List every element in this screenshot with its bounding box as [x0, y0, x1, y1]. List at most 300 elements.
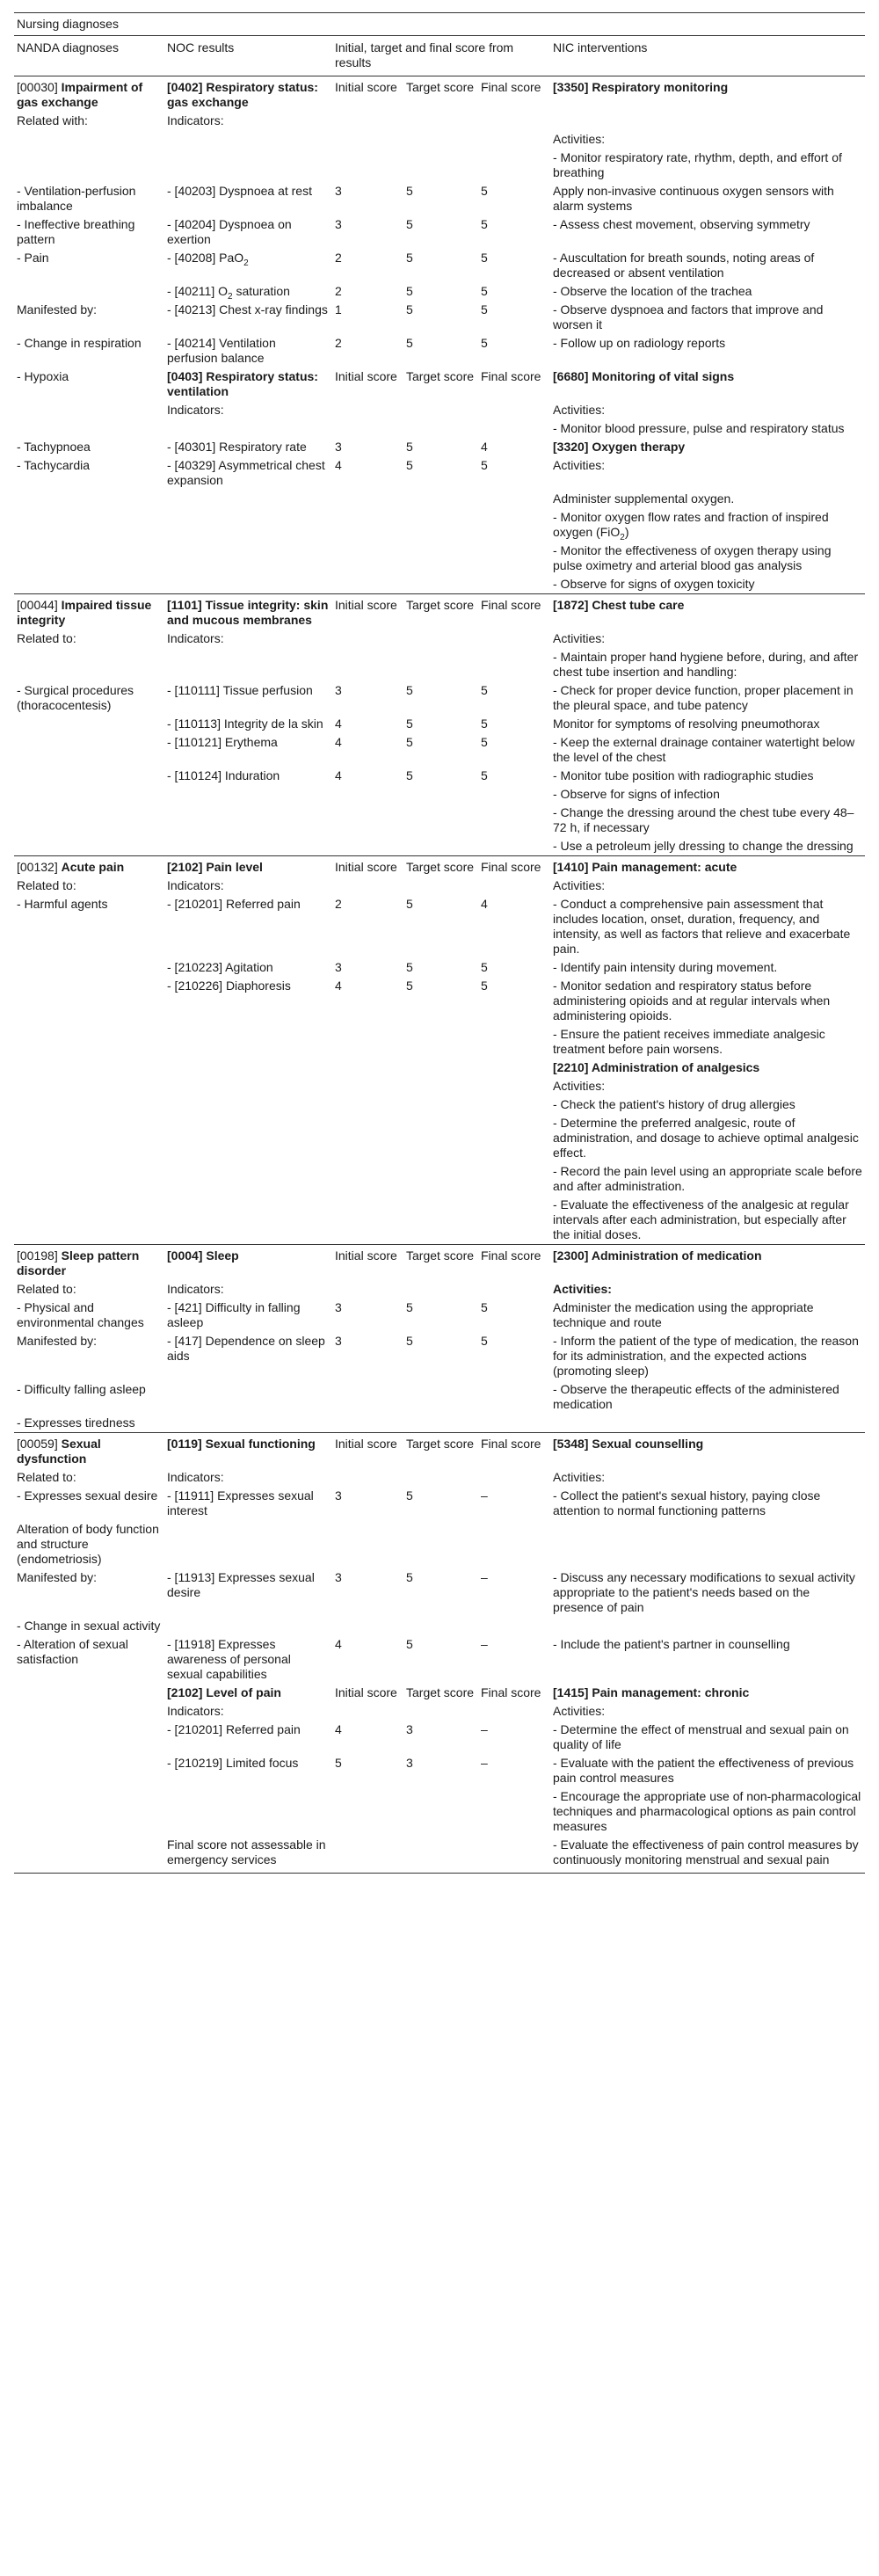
initial-score-cell	[332, 977, 403, 1025]
noc-cell	[164, 1025, 332, 1059]
table-row	[14, 1836, 865, 1874]
table-row	[14, 1059, 865, 1077]
noc-cell	[164, 1245, 332, 1281]
final-score-cell	[478, 367, 550, 401]
noc-text: - [11911] Expresses sexual interest	[167, 1488, 314, 1517]
target-score-cell	[403, 508, 478, 542]
nic-cell	[550, 1414, 865, 1433]
nanda-cell	[14, 877, 164, 895]
initial-score: 3	[335, 960, 342, 974]
table-row	[14, 1280, 865, 1299]
initial-score-cell	[332, 1196, 403, 1245]
noc-result-title: [0402] Respiratory status: gas exchange	[167, 80, 318, 109]
noc-cell	[164, 1836, 332, 1874]
nanda-diagnosis-name: Impairment of gas exchange	[17, 80, 143, 109]
nanda-cell	[14, 249, 164, 282]
nic-cell	[550, 1332, 865, 1380]
nanda-cell	[14, 681, 164, 715]
final-score-cell	[478, 1487, 550, 1520]
table-row	[14, 438, 865, 456]
nic-text: - Monitor blood pressure, pulse and respiratory status	[553, 421, 845, 435]
final-score: 5	[481, 217, 488, 231]
target-score-cell	[403, 1487, 478, 1520]
noc-text: - [40329] Asymmetrical chest expansion	[167, 458, 325, 487]
nanda-cell	[14, 1702, 164, 1721]
nic-text: - Evaluate with the patient the effectiveness of previous pain control measures	[553, 1756, 854, 1785]
final-score-cell	[478, 1433, 550, 1469]
target-score-cell	[403, 1095, 478, 1114]
nic-intervention-title: [5348] Sexual counselling	[553, 1437, 704, 1451]
nanda-diagnosis-name: Sleep pattern disorder	[17, 1248, 140, 1277]
initial-score-cell	[332, 1095, 403, 1114]
noc-cell	[164, 594, 332, 630]
final-score-cell	[478, 856, 550, 877]
final-score: –	[481, 1488, 488, 1503]
final-score-cell	[478, 456, 550, 490]
target-score-cell	[403, 575, 478, 594]
final-score-cell	[478, 958, 550, 977]
final-score-cell	[478, 715, 550, 733]
target-score: Target score	[406, 860, 475, 874]
target-score-cell	[403, 1077, 478, 1095]
nic-cell	[550, 1487, 865, 1520]
target-score-cell	[403, 1380, 478, 1414]
nic-text: Administer the medication using the appropriate technique and route	[553, 1300, 814, 1329]
initial-score: 3	[335, 217, 342, 231]
target-score-cell	[403, 895, 478, 958]
initial-score-cell	[332, 542, 403, 575]
nic-text: - Observe for signs of infection	[553, 787, 720, 801]
initial-score-cell	[332, 1380, 403, 1414]
nanda-cell	[14, 895, 164, 958]
final-score-cell	[478, 1754, 550, 1787]
final-score-cell	[478, 681, 550, 715]
target-score-cell	[403, 1114, 478, 1162]
target-score-cell	[403, 1332, 478, 1380]
nanda-text: - Change in sexual activity	[17, 1619, 161, 1633]
final-score-cell	[478, 1095, 550, 1114]
nic-cell	[550, 1468, 865, 1487]
nanda-cell	[14, 629, 164, 648]
nanda-text: - Physical and environmental changes	[17, 1300, 144, 1329]
final-score: –	[481, 1637, 488, 1651]
noc-text: Indicators:	[167, 1470, 224, 1484]
table-row	[14, 1299, 865, 1332]
nanda-text: - Difficulty falling asleep	[17, 1382, 146, 1396]
noc-cell	[164, 1332, 332, 1380]
nanda-cell	[14, 456, 164, 490]
nanda-cell	[14, 715, 164, 733]
nic-text: - Evaluate the effectiveness of the analgesic at regular intervals after each administration, but especially after the initial doses.	[553, 1197, 849, 1241]
nic-text: - Determine the preferred analgesic, route of administration, and dosage to achieve optimal analgesic effect.	[553, 1116, 859, 1160]
table-row	[14, 542, 865, 575]
nic-cell	[550, 182, 865, 215]
initial-score-cell	[332, 767, 403, 785]
nanda-cell	[14, 733, 164, 767]
noc-cell	[164, 508, 332, 542]
target-score: 5	[406, 1334, 413, 1348]
nic-text: - Identify pain intensity during movement.	[553, 960, 778, 974]
initial-score-cell	[332, 804, 403, 837]
final-score: Final score	[481, 1248, 541, 1263]
nic-cell	[550, 419, 865, 438]
target-score-cell	[403, 1684, 478, 1702]
initial-score-cell	[332, 715, 403, 733]
final-score-cell	[478, 1702, 550, 1721]
noc-cell	[164, 895, 332, 958]
nanda-cell	[14, 542, 164, 575]
nic-cell	[550, 76, 865, 113]
final-score: Final score	[481, 1685, 541, 1699]
nanda-diagnosis-name: Acute pain	[61, 860, 125, 874]
initial-score: 3	[335, 683, 342, 697]
initial-score: Initial score	[335, 80, 397, 94]
table-row	[14, 419, 865, 438]
nanda-cell	[14, 1196, 164, 1245]
nanda-text: - Change in respiration	[17, 336, 142, 350]
nic-text: Activities:	[553, 1079, 606, 1093]
noc-text-suffix: saturation	[232, 284, 290, 298]
noc-text: - [11913] Expresses sexual desire	[167, 1570, 315, 1599]
target-score-cell	[403, 456, 478, 490]
initial-score-cell	[332, 456, 403, 490]
final-score: Final score	[481, 598, 541, 612]
table-row	[14, 182, 865, 215]
nanda-text: - Surgical procedures (thoracocentesis)	[17, 683, 134, 712]
table-row	[14, 1468, 865, 1487]
final-score-cell	[478, 733, 550, 767]
table-row	[14, 1380, 865, 1414]
table-row	[14, 112, 865, 130]
target-score-cell	[403, 785, 478, 804]
target-score-cell	[403, 1299, 478, 1332]
nursing-diagnoses-table	[14, 12, 865, 1874]
final-score-cell	[478, 401, 550, 419]
target-score-cell	[403, 1721, 478, 1754]
noc-text: - [40211] O	[167, 284, 229, 298]
noc-cell	[164, 112, 332, 130]
noc-text: - [417] Dependence on sleep aids	[167, 1334, 325, 1363]
final-score-cell	[478, 1025, 550, 1059]
noc-cell	[164, 681, 332, 715]
noc-cell	[164, 767, 332, 785]
final-score-cell	[478, 785, 550, 804]
target-score-cell	[403, 629, 478, 648]
table-row	[14, 1787, 865, 1836]
final-score-cell	[478, 1468, 550, 1487]
noc-cell	[164, 785, 332, 804]
table-row	[14, 629, 865, 648]
target-score: 5	[406, 735, 413, 749]
initial-score-cell	[332, 182, 403, 215]
nic-text: - Record the pain level using an appropriate scale before and after administration.	[553, 1164, 862, 1193]
nic-cell	[550, 401, 865, 419]
nic-intervention-title: [1872] Chest tube care	[553, 598, 685, 612]
initial-score-cell	[332, 1468, 403, 1487]
target-score: 5	[406, 302, 413, 317]
target-score: Target score	[406, 1437, 475, 1451]
nic-text: - Check for proper device function, proper placement in the pleural space, and tube patency	[553, 683, 854, 712]
nanda-cell	[14, 648, 164, 681]
noc-cell	[164, 1468, 332, 1487]
initial-score: 3	[335, 1334, 342, 1348]
initial-score-cell	[332, 877, 403, 895]
nic-cell	[550, 856, 865, 877]
noc-text: Indicators:	[167, 1282, 224, 1296]
nanda-text: Related to:	[17, 878, 76, 892]
table-row	[14, 249, 865, 282]
table-row	[14, 1754, 865, 1787]
nic-intervention-title: [3320] Oxygen therapy	[553, 440, 686, 454]
nic-cell	[550, 1754, 865, 1787]
nic-cell	[550, 1162, 865, 1196]
nic-cell	[550, 1380, 865, 1414]
noc-cell	[164, 1754, 332, 1787]
final-score-cell	[478, 419, 550, 438]
nic-text: - Include the patient's partner in counselling	[553, 1637, 790, 1651]
nic-cell	[550, 575, 865, 594]
nanda-cell	[14, 977, 164, 1025]
nic-cell	[550, 1635, 865, 1684]
target-score: 5	[406, 217, 413, 231]
nanda-cell	[14, 1245, 164, 1281]
nic-cell	[550, 301, 865, 334]
initial-score-cell	[332, 733, 403, 767]
target-score-cell	[403, 715, 478, 733]
nanda-text: - Ventilation-perfusion imbalance	[17, 184, 136, 213]
target-score: 5	[406, 284, 413, 298]
initial-score: Initial score	[335, 598, 397, 612]
noc-text: Indicators:	[167, 1704, 224, 1718]
target-score-cell	[403, 334, 478, 367]
target-score-cell	[403, 1568, 478, 1617]
final-score-cell	[478, 182, 550, 215]
table-row	[14, 681, 865, 715]
nic-cell	[550, 1059, 865, 1077]
nic-text: - Auscultation for breath sounds, noting areas of decreased or absent ventilation	[553, 251, 815, 280]
target-score-cell	[403, 1754, 478, 1787]
table-row	[14, 977, 865, 1025]
final-score: 5	[481, 768, 488, 782]
nanda-cell	[14, 1468, 164, 1487]
initial-score-cell	[332, 1702, 403, 1721]
noc-cell	[164, 1787, 332, 1836]
nic-text: - Observe the location of the trachea	[553, 284, 752, 298]
nic-cell	[550, 490, 865, 508]
nanda-cell	[14, 1487, 164, 1520]
table-row	[14, 1245, 865, 1281]
nanda-text: - Harmful agents	[17, 897, 108, 911]
final-score-cell	[478, 1414, 550, 1433]
noc-cell	[164, 1684, 332, 1702]
noc-cell	[164, 1702, 332, 1721]
target-score-cell	[403, 149, 478, 182]
noc-cell	[164, 648, 332, 681]
initial-score-cell	[332, 438, 403, 456]
noc-text: - [210219] Limited focus	[167, 1756, 299, 1770]
final-score-cell	[478, 438, 550, 456]
nic-text: - Encourage the appropriate use of non-pharmacological techniques and pharmacological options as pain control measures	[553, 1789, 861, 1833]
nic-text: - Observe the therapeutic effects of the administered medication	[553, 1382, 839, 1411]
noc-cell	[164, 149, 332, 182]
initial-score-cell	[332, 1162, 403, 1196]
initial-score: Initial score	[335, 1685, 397, 1699]
nic-cell	[550, 837, 865, 856]
table-row	[14, 785, 865, 804]
initial-score-cell	[332, 249, 403, 282]
nanda-cell	[14, 1332, 164, 1380]
initial-score: 3	[335, 1300, 342, 1314]
nanda-cell	[14, 215, 164, 249]
nanda-cell	[14, 1617, 164, 1635]
nanda-text: Manifested by:	[17, 302, 98, 317]
noc-cell	[164, 1095, 332, 1114]
nic-cell	[550, 767, 865, 785]
nic-text: Activities:	[553, 1704, 606, 1718]
initial-score-cell	[332, 1684, 403, 1702]
initial-score-cell	[332, 958, 403, 977]
table-title-row	[14, 13, 865, 36]
nic-cell	[550, 334, 865, 367]
nic-text: Apply non-invasive continuous oxygen sensors with alarm systems	[553, 184, 834, 213]
nic-cell	[550, 1617, 865, 1635]
target-score-cell	[403, 877, 478, 895]
nic-cell	[550, 1114, 865, 1162]
final-score-cell	[478, 977, 550, 1025]
target-score-cell	[403, 1280, 478, 1299]
nanda-cell	[14, 1114, 164, 1162]
initial-score: 3	[335, 184, 342, 198]
noc-cell	[164, 1162, 332, 1196]
initial-score: 3	[335, 440, 342, 454]
initial-score-cell	[332, 1299, 403, 1332]
noc-text: - [110124] Induration	[167, 768, 280, 782]
nic-text: - Determine the effect of menstrual and sexual pain on quality of life	[553, 1722, 849, 1751]
final-score-cell	[478, 1617, 550, 1635]
nic-cell	[550, 249, 865, 282]
table-row	[14, 804, 865, 837]
initial-score: 4	[335, 768, 342, 782]
target-score-cell	[403, 249, 478, 282]
initial-score-cell	[332, 1635, 403, 1684]
noc-cell	[164, 456, 332, 490]
final-score: 5	[481, 717, 488, 731]
noc-text: - [40203] Dyspnoea at rest	[167, 184, 312, 198]
table-row	[14, 733, 865, 767]
nic-cell	[550, 594, 865, 630]
nic-cell	[550, 1196, 865, 1245]
table-row	[14, 1162, 865, 1196]
table-row	[14, 594, 865, 630]
final-score-cell	[478, 1635, 550, 1684]
table-row	[14, 958, 865, 977]
table-row	[14, 648, 865, 681]
nanda-cell	[14, 1787, 164, 1836]
nic-cell	[550, 1025, 865, 1059]
final-score-cell	[478, 542, 550, 575]
initial-score-cell	[332, 1754, 403, 1787]
nic-text: - Change the dressing around the chest tube every 48–72 h, if necessary	[553, 805, 854, 834]
initial-score-cell	[332, 785, 403, 804]
table-row	[14, 1095, 865, 1114]
nic-cell	[550, 1245, 865, 1281]
nanda-cell	[14, 490, 164, 508]
nanda-cell	[14, 1299, 164, 1332]
target-score: Target score	[406, 1685, 475, 1699]
noc-cell	[164, 1077, 332, 1095]
nic-text: - Monitor the effectiveness of oxygen therapy using pulse oximetry and arterial blood gas analysis	[553, 543, 832, 572]
final-score: 5	[481, 458, 488, 472]
nic-cell	[550, 648, 865, 681]
nanda-cell	[14, 1684, 164, 1702]
nanda-cell	[14, 301, 164, 334]
initial-score-cell	[332, 1520, 403, 1568]
target-score-cell	[403, 1787, 478, 1836]
nic-cell	[550, 1836, 865, 1874]
nic-cell	[550, 1568, 865, 1617]
final-score-cell	[478, 804, 550, 837]
noc-text: - [110113] Integrity de la skin	[167, 717, 323, 731]
table-row	[14, 1414, 865, 1433]
target-score-cell	[403, 681, 478, 715]
nic-text: - Collect the patient's sexual history, paying close attention to normal functioning patterns	[553, 1488, 821, 1517]
nanda-cell	[14, 785, 164, 804]
nanda-text: - Expresses tiredness	[17, 1415, 135, 1430]
nanda-text: Manifested by:	[17, 1334, 98, 1348]
noc-cell	[164, 1433, 332, 1469]
final-score-cell	[478, 1059, 550, 1077]
nanda-cell	[14, 856, 164, 877]
final-score-cell	[478, 1380, 550, 1414]
nic-cell	[550, 1299, 865, 1332]
noc-cell	[164, 419, 332, 438]
nanda-diagnosis-name: Impaired tissue integrity	[17, 598, 152, 627]
noc-cell	[164, 301, 332, 334]
initial-score: 2	[335, 284, 342, 298]
final-score-cell	[478, 130, 550, 149]
noc-cell	[164, 1721, 332, 1754]
initial-score-cell	[332, 1025, 403, 1059]
final-score: Final score	[481, 860, 541, 874]
final-score-cell	[478, 215, 550, 249]
target-score-cell	[403, 804, 478, 837]
noc-cell	[164, 401, 332, 419]
table-row	[14, 301, 865, 334]
final-score-cell	[478, 282, 550, 301]
nic-cell	[550, 785, 865, 804]
noc-cell	[164, 1196, 332, 1245]
initial-score-cell	[332, 1433, 403, 1469]
nanda-cell	[14, 367, 164, 401]
target-score: Target score	[406, 598, 475, 612]
initial-score: 2	[335, 336, 342, 350]
table-row	[14, 895, 865, 958]
nanda-text: - Ineffective breathing pattern	[17, 217, 135, 246]
initial-score: Initial score	[335, 1248, 397, 1263]
noc-text: Indicators:	[167, 403, 224, 417]
initial-score-cell	[332, 508, 403, 542]
nic-cell	[550, 149, 865, 182]
target-score-cell	[403, 1245, 478, 1281]
final-score-cell	[478, 575, 550, 594]
final-score-cell	[478, 149, 550, 182]
nanda-cell	[14, 149, 164, 182]
nic-text: - Observe for signs of oxygen toxicity	[553, 577, 755, 591]
target-score: 5	[406, 897, 413, 911]
final-score-cell	[478, 1245, 550, 1281]
nic-text: - Conduct a comprehensive pain assessment that includes location, onset, duration, frequency, and intensity, as well as factors that relieve and exacerbate pain.	[553, 897, 851, 956]
table-row	[14, 1617, 865, 1635]
